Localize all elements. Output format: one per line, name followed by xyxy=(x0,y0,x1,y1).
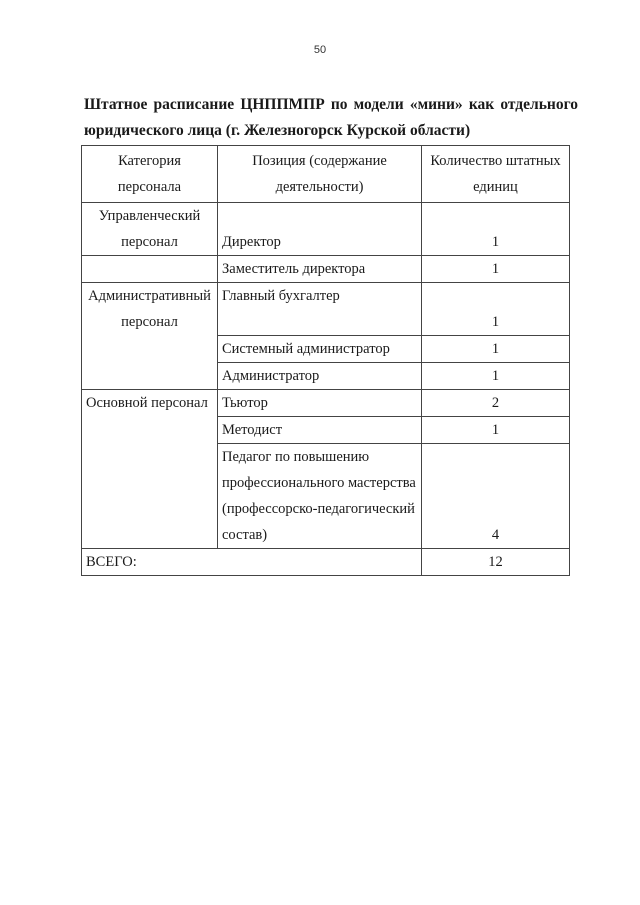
count-cell: 1 xyxy=(422,363,570,390)
header-position: Позиция (содержание деятельности) xyxy=(218,146,422,203)
title-line-1: Штатное расписание ЦНППМПР по модели «мини» как отдельного xyxy=(84,96,578,113)
count-cell: 1 xyxy=(422,417,570,444)
count-cell: 1 xyxy=(422,336,570,363)
count-cell: 1 xyxy=(422,283,570,336)
total-row xyxy=(82,549,570,576)
category-cell: Основной персонал xyxy=(82,390,218,549)
header-category: Категория персонала xyxy=(82,146,218,203)
category-cell: Административный персонал xyxy=(82,283,218,390)
position-cell: Главный бухгалтер xyxy=(218,283,422,336)
position-cell: Тьютор xyxy=(218,390,422,417)
staffing-table xyxy=(81,145,570,576)
category-cell: Управленческий персонал xyxy=(82,203,218,256)
count-cell: 4 xyxy=(422,444,570,549)
total-value: 12 xyxy=(422,549,570,576)
position-cell: Педагог по повышению профессионального мастерства (профессорско-педагогический состав) xyxy=(218,444,422,549)
count-cell: 2 xyxy=(422,390,570,417)
title-line-2: юридического лица (г. Железногорск Курской области) xyxy=(84,122,471,139)
table-row xyxy=(82,203,570,256)
document-title xyxy=(84,92,578,144)
table-row xyxy=(82,256,570,283)
total-label: ВСЕГО: xyxy=(82,549,422,576)
position-cell: Заместитель директора xyxy=(218,256,422,283)
table-row xyxy=(82,390,570,417)
position-cell: Системный администратор xyxy=(218,336,422,363)
count-cell: 1 xyxy=(422,256,570,283)
position-cell: Директор xyxy=(218,203,422,256)
position-cell: Методист xyxy=(218,417,422,444)
position-cell: Администратор xyxy=(218,363,422,390)
page-number: 50 xyxy=(313,44,327,56)
count-cell: 1 xyxy=(422,203,570,256)
header-count: Количество штатных единиц xyxy=(422,146,570,203)
category-cell xyxy=(82,256,218,283)
table-header-row xyxy=(82,146,570,203)
table-row xyxy=(82,283,570,336)
